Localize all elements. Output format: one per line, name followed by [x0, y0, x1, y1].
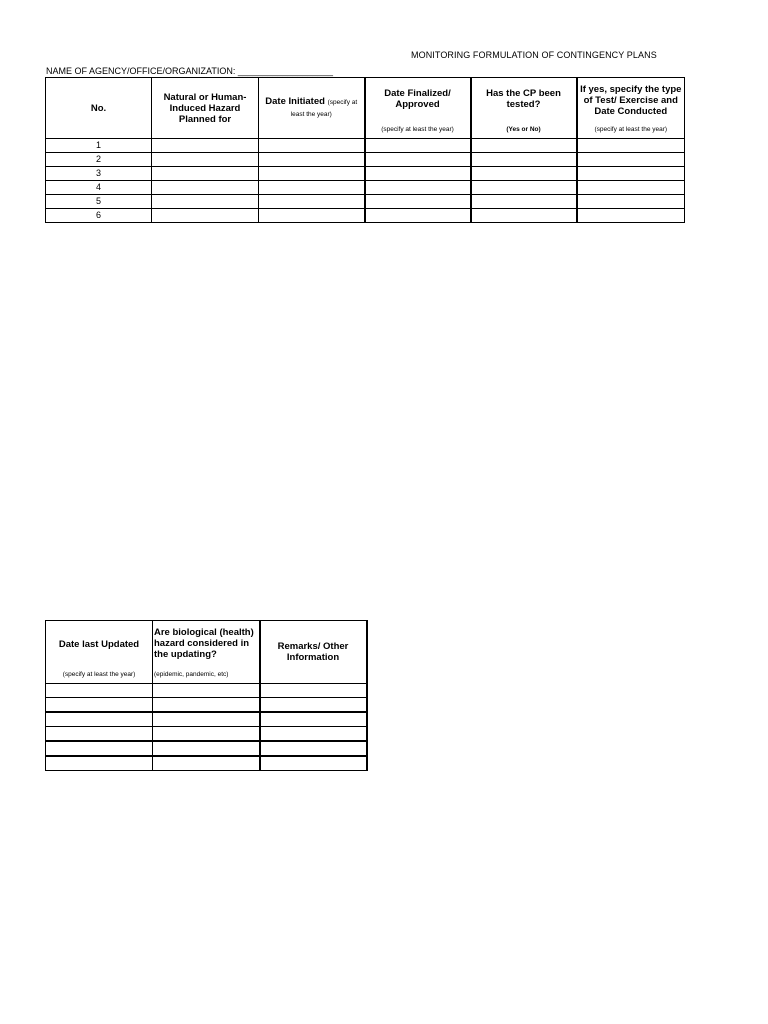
cell-biological[interactable]: [153, 712, 260, 727]
header-biological-hazard: Are biological (health) hazard considered in the updating? (epidemic, pandemic, etc): [153, 621, 260, 684]
cell-date-updated[interactable]: [46, 684, 153, 698]
header-no: No.: [46, 78, 152, 139]
cell-biological[interactable]: [153, 756, 260, 771]
contingency-plan-table: [45, 77, 685, 223]
cell-remarks[interactable]: [260, 756, 367, 771]
cell-remarks[interactable]: [260, 712, 367, 727]
row-number: 3: [46, 167, 152, 181]
cell-tested[interactable]: [471, 181, 577, 195]
cell-test-type[interactable]: [577, 181, 685, 195]
row-number: 4: [46, 181, 152, 195]
cell-hazard[interactable]: [152, 209, 259, 223]
cell-date-updated[interactable]: [46, 712, 153, 727]
cell-date-finalized[interactable]: [365, 139, 471, 153]
cell-hazard[interactable]: [152, 167, 259, 181]
document-title: MONITORING FORMULATION OF CONTINGENCY PLANS: [411, 50, 657, 60]
cell-date-finalized[interactable]: [365, 181, 471, 195]
table-row: [46, 756, 367, 771]
cell-date-initiated[interactable]: [259, 167, 365, 181]
cell-test-type[interactable]: [577, 167, 685, 181]
table-row: [46, 712, 367, 727]
cell-remarks[interactable]: [260, 684, 367, 698]
table-row: [46, 139, 685, 153]
header-date-finalized: Date Finalized/ Approved (specify at least the year): [365, 78, 471, 139]
header-remarks: Remarks/ Other Information: [260, 621, 367, 684]
cell-date-finalized[interactable]: [365, 167, 471, 181]
table-row: [46, 195, 685, 209]
cell-date-initiated[interactable]: [259, 181, 365, 195]
cell-hazard[interactable]: [152, 195, 259, 209]
table-row: [46, 209, 685, 223]
cell-date-initiated[interactable]: [259, 209, 365, 223]
update-status-table: [45, 620, 368, 771]
row-number: 5: [46, 195, 152, 209]
cell-date-updated[interactable]: [46, 756, 153, 771]
cell-date-initiated[interactable]: [259, 153, 365, 167]
cell-date-finalized[interactable]: [365, 195, 471, 209]
cell-tested[interactable]: [471, 153, 577, 167]
cell-test-type[interactable]: [577, 209, 685, 223]
cell-date-finalized[interactable]: [365, 209, 471, 223]
table-row: [46, 727, 367, 742]
table-row: [46, 181, 685, 195]
cell-date-finalized[interactable]: [365, 153, 471, 167]
cell-tested[interactable]: [471, 139, 577, 153]
cell-date-updated[interactable]: [46, 741, 153, 756]
cell-biological[interactable]: [153, 698, 260, 713]
cell-test-type[interactable]: [577, 153, 685, 167]
cell-biological[interactable]: [153, 727, 260, 742]
row-number: 6: [46, 209, 152, 223]
header-hazard: Natural or Human-Induced Hazard Planned for: [152, 78, 259, 139]
cell-test-type[interactable]: [577, 195, 685, 209]
table-row: [46, 167, 685, 181]
header-date-last-updated: Date last Updated (specify at least the year): [46, 621, 153, 684]
header-test-type: If yes, specify the type of Test/ Exercise and Date Conducted (specify at least the year): [577, 78, 685, 139]
cell-hazard[interactable]: [152, 139, 259, 153]
cell-tested[interactable]: [471, 167, 577, 181]
table-row: [46, 698, 367, 713]
cell-remarks[interactable]: [260, 698, 367, 713]
cell-date-initiated[interactable]: [259, 139, 365, 153]
cell-remarks[interactable]: [260, 727, 367, 742]
cell-remarks[interactable]: [260, 741, 367, 756]
cell-test-type[interactable]: [577, 139, 685, 153]
cell-tested[interactable]: [471, 209, 577, 223]
row-number: 1: [46, 139, 152, 153]
cell-date-updated[interactable]: [46, 727, 153, 742]
row-number: 2: [46, 153, 152, 167]
table-row: [46, 684, 367, 698]
cell-biological[interactable]: [153, 741, 260, 756]
cell-biological[interactable]: [153, 684, 260, 698]
cell-date-updated[interactable]: [46, 698, 153, 713]
cell-date-initiated[interactable]: [259, 195, 365, 209]
table-row: [46, 153, 685, 167]
header-date-initiated: Date Initiated (specify at least the year): [259, 78, 365, 139]
cell-hazard[interactable]: [152, 181, 259, 195]
header-cp-tested: Has the CP been tested? (Yes or No): [471, 78, 577, 139]
cell-tested[interactable]: [471, 195, 577, 209]
cell-hazard[interactable]: [152, 153, 259, 167]
agency-name-label: NAME OF AGENCY/OFFICE/ORGANIZATION: ___________________: [46, 66, 333, 76]
table-row: [46, 741, 367, 756]
